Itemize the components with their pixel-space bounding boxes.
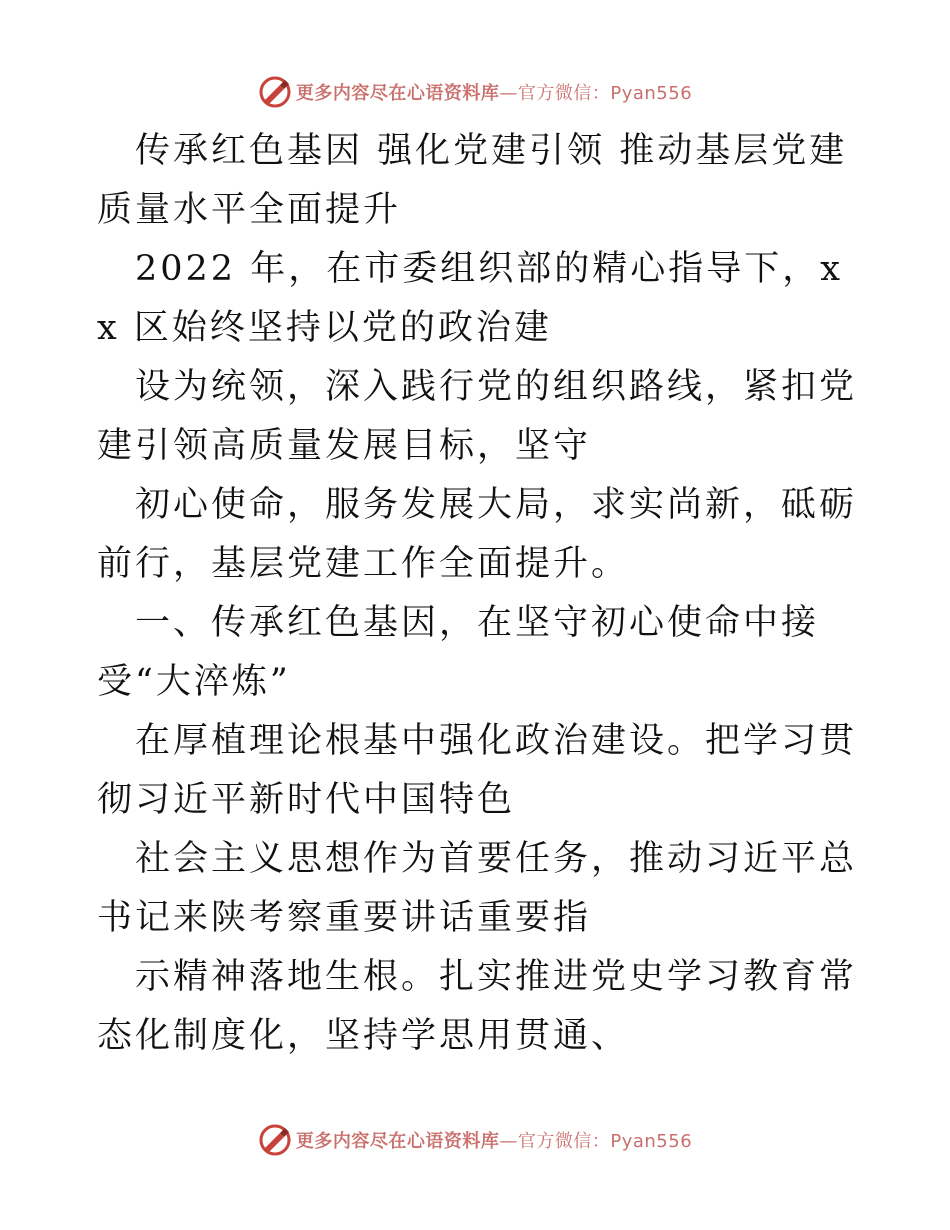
paragraph: 在厚植理论根基中强化政治建设。把学习贯彻习近平新时代中国特色 [97, 721, 858, 820]
section-heading: 一、传承红色基因，在坚守初心使命中接受“大淬炼” [97, 603, 820, 702]
pen-logo-icon [258, 1123, 292, 1157]
pen-logo-icon [258, 75, 292, 109]
watermark-main-text: 更多内容尽在心语资料库 [295, 83, 500, 104]
watermark-main-text: 更多内容尽在心语资料库 [295, 1131, 500, 1152]
watermark-official-text: 官方微信：Pyan556 [517, 83, 693, 104]
watermark-dash: — [499, 1131, 518, 1152]
paragraph-title: 传承红色基因 强化党建引领 推动基层党建质量水平全面提升 [97, 131, 848, 230]
paragraph: 设为统领，深入践行党的组织路线，紧扣党建引领高质量发展目标，坚守 [97, 367, 858, 466]
watermark-dash: — [499, 83, 518, 104]
document-body [97, 122, 857, 1066]
paragraph: 2022 年，在市委组织部的精心指导下，xx 区始终坚持以党的政治建 [97, 249, 843, 348]
paragraph: 示精神落地生根。扎实推进党史学习教育常态化制度化，坚持学思用贯通、 [97, 957, 858, 1056]
footer-watermark [0, 1120, 950, 1160]
paragraph: 社会主义思想作为首要任务，推动习近平总书记来陕考察重要讲话重要指 [97, 839, 858, 938]
watermark-official-text: 官方微信：Pyan556 [517, 1131, 693, 1152]
header-watermark [0, 72, 950, 112]
paragraph: 初心使命，服务发展大局，求实尚新，砥砺前行，基层党建工作全面提升。 [97, 485, 858, 584]
